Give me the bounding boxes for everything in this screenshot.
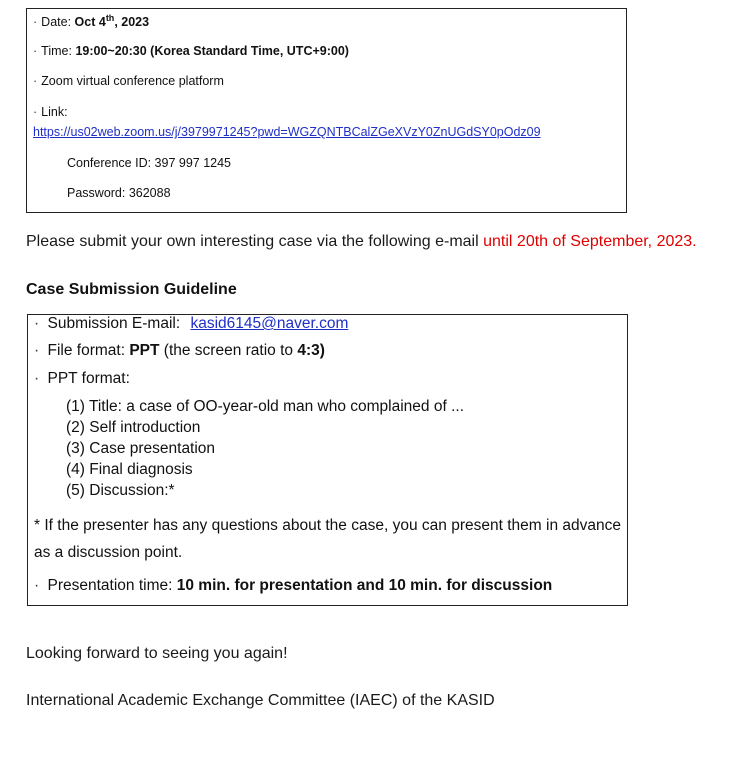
bullet: · [33, 105, 38, 119]
signature-line: International Academic Exchange Committee (IAEC) of the KASID [26, 692, 495, 709]
bullet: · [33, 74, 38, 88]
date-sup: th [105, 13, 115, 23]
ppt-item: (1) Title: a case of OO-year-old man who complained of ... [66, 398, 465, 415]
platform-line [33, 74, 224, 88]
presentation-time-line [34, 577, 552, 595]
password: Password: 362088 [67, 186, 171, 200]
format-ratio-pre: (the screen ratio to [163, 342, 294, 359]
link-label: Link: [41, 105, 68, 119]
format-value: PPT [129, 342, 160, 359]
guideline-box [27, 314, 628, 606]
discussion-note: * If the presenter has any questions about the case, you can present them in advance as a discussion point. [34, 517, 621, 561]
format-label: File format: [47, 342, 125, 359]
bullet: · [34, 577, 40, 594]
intro-line [26, 233, 697, 251]
format-line [34, 342, 325, 360]
date-year: , 2023 [114, 15, 150, 30]
deadline-text: until 20th of September, 2023. [483, 233, 697, 250]
ppt-item: (4) Final diagnosis [66, 461, 193, 478]
link-line [33, 125, 541, 139]
platform-text: Zoom virtual conference platform [41, 74, 224, 88]
email-label: Submission E-mail: [47, 315, 181, 332]
guideline-heading: Case Submission Guideline [26, 281, 237, 298]
zoom-link[interactable]: https://us02web.zoom.us/j/3979971245?pwd=WGZQNTBCalZGeXVzY0ZnUGdSY0pOdz09 [33, 125, 541, 139]
conference-id: Conference ID: 397 997 1245 [67, 156, 232, 170]
intro-text: Please submit your own interesting case via the following e-mail [26, 233, 479, 250]
ppt-item: (2) Self introduction [66, 419, 201, 436]
email-link[interactable]: kasid6145@naver.com [190, 315, 349, 332]
closing-line: Looking forward to seeing you again! [26, 645, 288, 662]
link-label-line [33, 105, 68, 119]
email-line [34, 315, 348, 333]
time-value: 19:00~20:30 (Korea Standard Time, UTC+9:00) [75, 44, 349, 58]
ppt-item: (5) Discussion:* [66, 482, 175, 499]
time-line: · Time: 19:00~20:30 (Korea Standard Time, UTC+9:00) [33, 44, 349, 58]
bullet: · [34, 342, 40, 359]
bullet: · [34, 315, 40, 332]
bullet: · [34, 370, 40, 387]
presentation-time-label: Presentation time: [47, 577, 173, 594]
ppt-item: (3) Case presentation [66, 440, 216, 457]
ppt-format-line [34, 370, 130, 388]
date-value: Oct 4 [74, 15, 106, 30]
date-line: · Date: Oct 4th, 2023 [33, 13, 150, 30]
presentation-time-value: 10 min. for presentation and 10 min. for discussion [176, 577, 553, 594]
bullet: · [33, 44, 38, 58]
meeting-info-box [26, 8, 627, 213]
bullet: · [33, 15, 38, 30]
ppt-format-label: PPT format: [47, 370, 130, 387]
format-ratio: 4:3) [297, 342, 325, 359]
